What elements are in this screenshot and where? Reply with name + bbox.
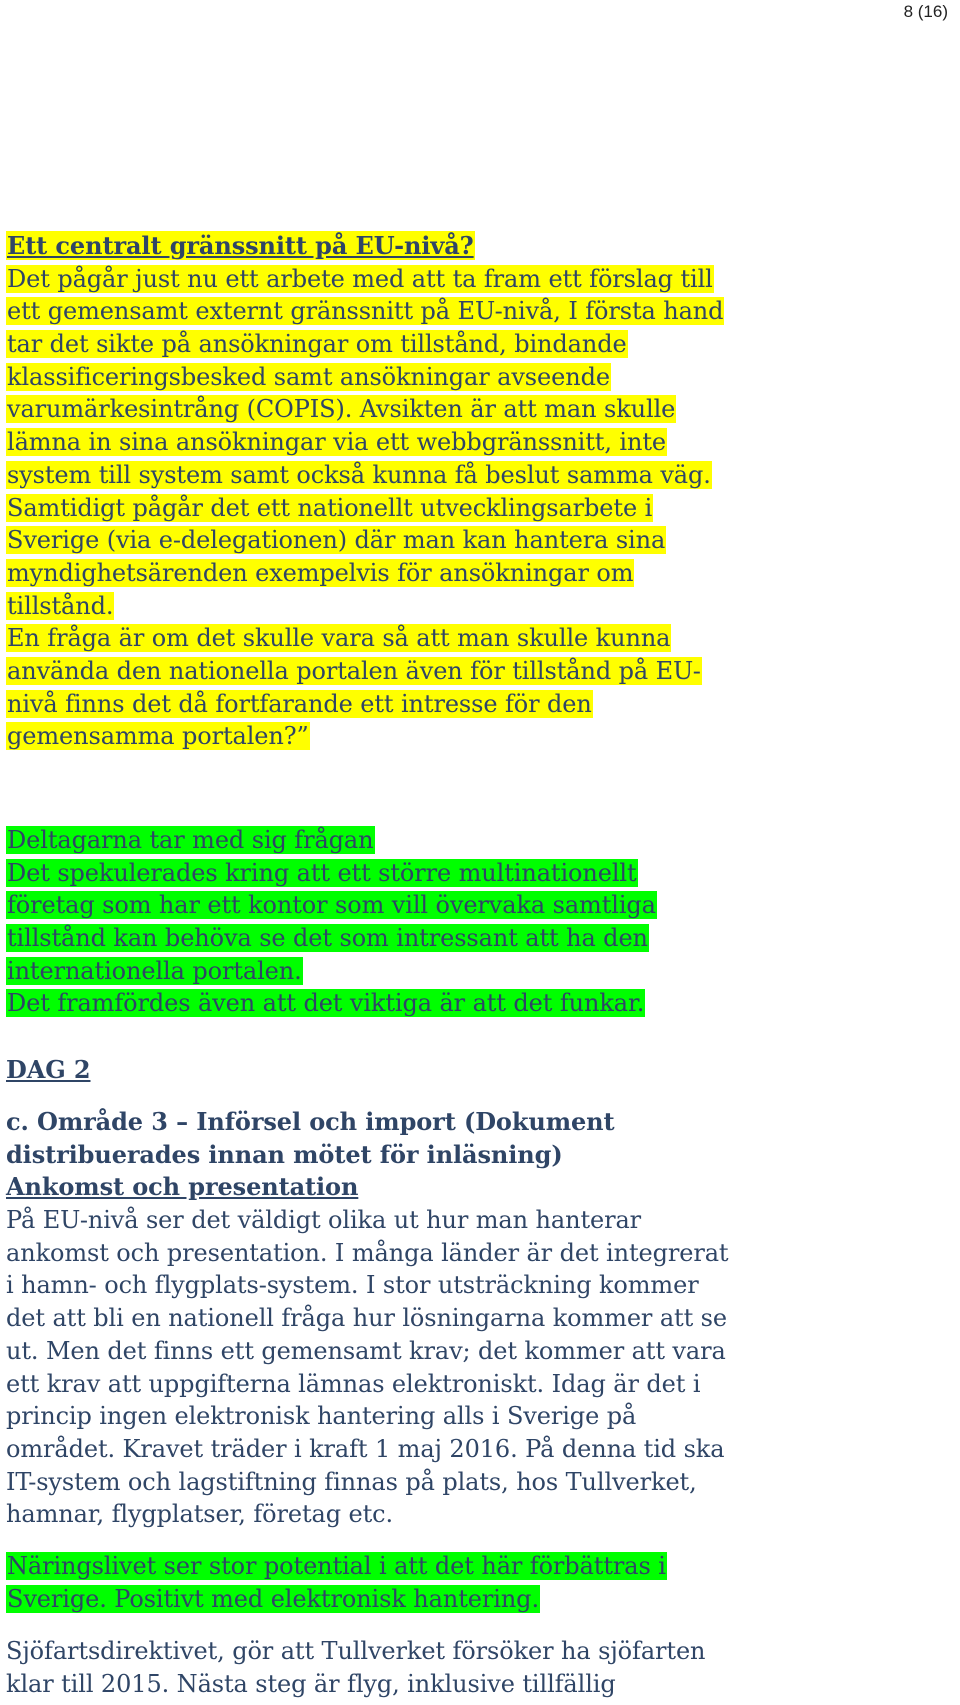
paragraph-line: På EU-nivå ser det väldigt olika ut hur man hanterar [6, 1206, 642, 1235]
page-number: 8 (16) [903, 2, 948, 21]
paragraph-line: ett gemensamt externt gränssnitt på EU-nivå, I första hand [7, 297, 724, 326]
paragraph-line: varumärkesintrång (COPIS). Avsikten är att man skulle [7, 395, 676, 424]
paragraph-line: Samtidigt pågår det ett nationellt utvecklingsarbete i [7, 493, 653, 522]
paragraph-line: Sjöfartsdirektivet, gör att Tullverket försöker ha sjöfarten [6, 1637, 706, 1665]
paragraph-line: i hamn- och flygplats-system. I stor utsträckning kommer [6, 1271, 699, 1300]
paragraph-line: gemensamma portalen?” [7, 722, 309, 751]
paragraph-line: Deltagarna tar med sig frågan [7, 826, 374, 854]
paragraph-line: myndighetsärenden exempelvis för ansökningar om [7, 558, 634, 587]
paragraph-line: princip ingen elektronisk hantering alls i Sverige på [6, 1402, 637, 1431]
paragraph-line: ankomst och presentation. I många länder är det integrerat [6, 1238, 729, 1267]
paragraph-line: klassificeringsbesked samt ansökningar avseende [7, 362, 610, 391]
subheading: Ankomst och presentation [6, 1172, 359, 1202]
paragraph-line: lämna in sina ansökningar via ett webbgränssnitt, inte [7, 428, 666, 457]
paragraph-line: använda den nationella portalen även för tillstånd på EU- [7, 656, 701, 685]
paragraph-line: Det spekulerades kring att ett större multinationellt [7, 858, 637, 887]
paragraph-line: internationella portalen. [7, 956, 302, 985]
paragraph-line: det att bli en nationell fråga hur lösningarna kommer att se [6, 1304, 727, 1333]
paragraph-line: IT-system och lagstiftning finnas på plats, hos Tullverket, [6, 1467, 697, 1496]
paragraph-line: nivå finns det då fortfarande ett intresse för den [7, 689, 592, 718]
paragraph-line: området. Kravet träder i kraft 1 maj 2016. På denna tid ska [6, 1434, 725, 1463]
section-heading-line: c. Område 3 – Införsel och import (Dokument [6, 1107, 615, 1136]
paragraph-line: Sverige (via e-delegationen) där man kan hantera sina [7, 526, 666, 555]
section-business-view [6, 1550, 946, 1615]
paragraph-line: En fråga är om det skulle vara så att man skulle kunna [7, 624, 671, 653]
section-shipping-directive [6, 1635, 946, 1700]
paragraph-line: Sverige. Positivt med elektronisk hantering. [7, 1584, 539, 1613]
paragraph-line: tillstånd. [7, 591, 114, 620]
section-eu-interface [6, 230, 946, 753]
section-heading-line: distribuerades innan mötet för inläsning) [6, 1139, 563, 1169]
section-area-3 [6, 1106, 946, 1531]
paragraph-line: ut. Men det finns ett gemensamt krav; det kommer att vara [6, 1336, 726, 1365]
paragraph-line: tillstånd kan behöva se det som intressant att ha den [7, 924, 648, 953]
paragraph-line: Näringslivet ser stor potential i att det här förbättras i [7, 1552, 666, 1580]
paragraph-line: system till system samt också kunna få beslut samma väg. [7, 460, 711, 489]
paragraph-line: ett krav att uppgifterna lämnas elektroniskt. Idag är det i [6, 1369, 701, 1398]
paragraph-line: Det pågår just nu ett arbete med att ta fram ett förslag till [7, 264, 713, 293]
section-participants-response [6, 824, 946, 1020]
paragraph-line: klar till 2015. Nästa steg är flyg, inklusive tillfällig [6, 1669, 616, 1698]
paragraph-line: Det framfördes även att det viktiga är att det funkar. [7, 989, 645, 1018]
paragraph-line: tar det sikte på ansökningar om tillstånd, bindande [7, 330, 627, 359]
section-heading: Ett centralt gränssnitt på EU-nivå? [7, 231, 474, 260]
paragraph-line: företag som har ett kontor som vill övervaka samtliga [7, 891, 656, 920]
paragraph-line: hamnar, flygplatser, företag etc. [6, 1500, 394, 1529]
day-heading: DAG 2 [6, 1055, 91, 1084]
day-section [6, 1054, 946, 1087]
